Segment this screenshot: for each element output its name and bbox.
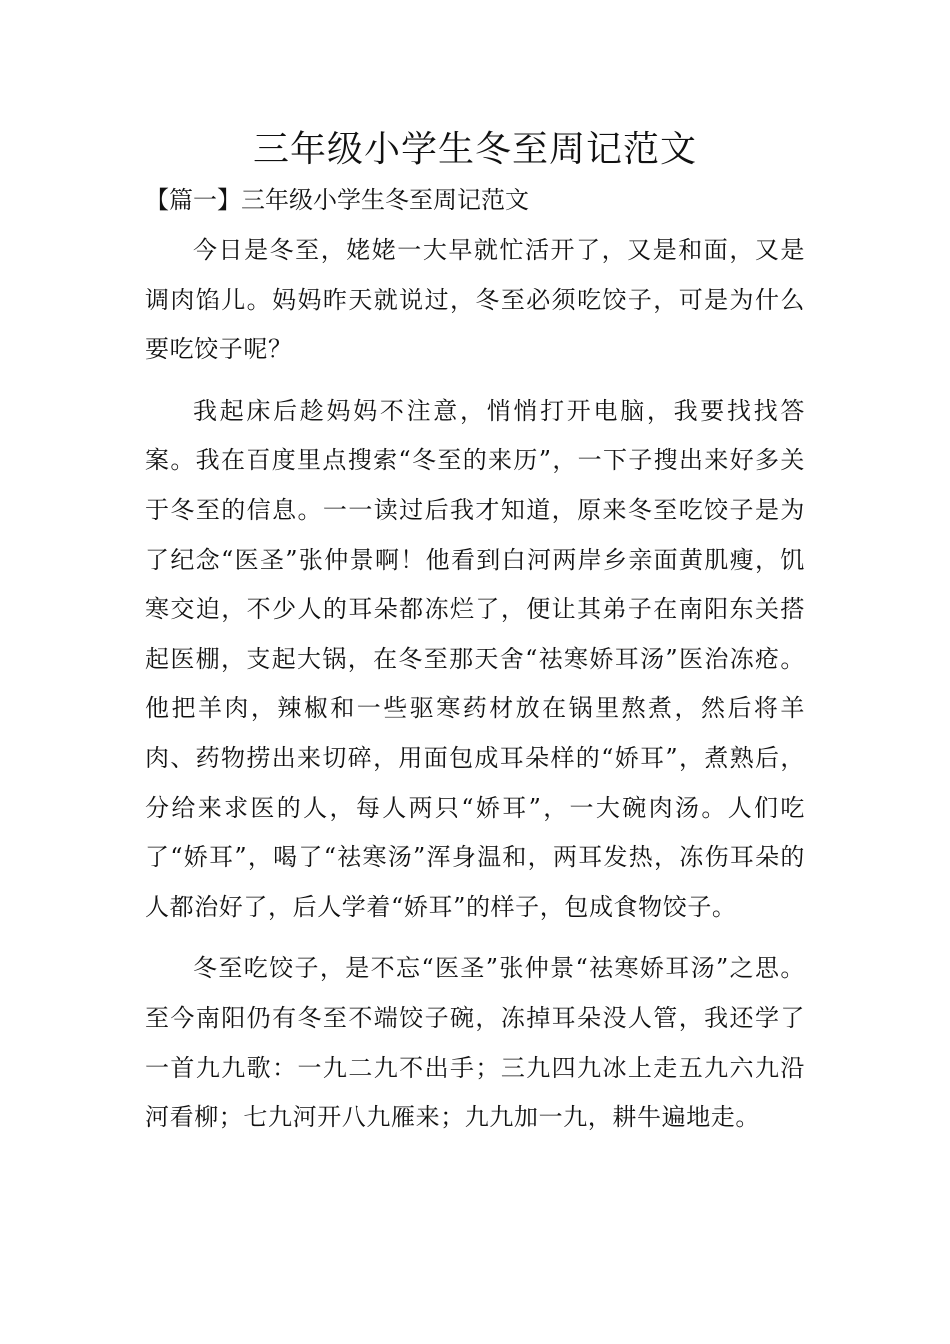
paragraph-2: 我起床后趁妈妈不注意，悄悄打开电脑，我要找找答案。我在百度里点搜索“冬至的来历”，一下子搜出来好多关于冬至的信息。一一读过后我才知道，原来冬至吃饺子是为了纪念“医圣”张仲景啊！他看到白河两岸乡亲面黄肌瘦，饥寒交迫，不少人的耳朵都冻烂了，便让其弟子在南阳东关搭起医棚，支起大锅，在冬至那天舍“祛寒娇耳汤”医治冻疮。他把羊肉，辣椒和一些驱寒药材放在锅里熬煮，然后将羊肉、药物捞出来切碎，用面包成耳朵样的“娇耳”，煮熟后，分给来求医的人，每人两只“娇耳”，一大碗肉汤。人们吃了“娇耳”，喝了“祛寒汤”浑身温和，两耳发热，冻伤耳朵的人都治好了，后人学着“娇耳”的样子，包成食物饺子。 [145,396,805,921]
paragraph-1: 今日是冬至，姥姥一大早就忙活开了，又是和面，又是调肉馅儿。妈妈昨天就说过，冬至必须吃饺子，可是为什么要吃饺子呢？ [145,236,805,364]
paragraph-3: 冬至吃饺子，是不忘“医圣”张仲景“祛寒娇耳汤”之思。至今南阳仍有冬至不端饺子碗，冻掉耳朵没人管，我还学了一首九九歌：一九二九不出手；三九四九冰上走五九六九沿河看柳；七九河开八九雁来；九九加一九，耕牛遍地走。 [145,954,805,1132]
section-heading: 【篇一】三年级小学生冬至周记范文 [145,186,529,214]
document-title: 三年级小学生冬至周记范文 [252,129,697,170]
body-text [145,226,805,1155]
